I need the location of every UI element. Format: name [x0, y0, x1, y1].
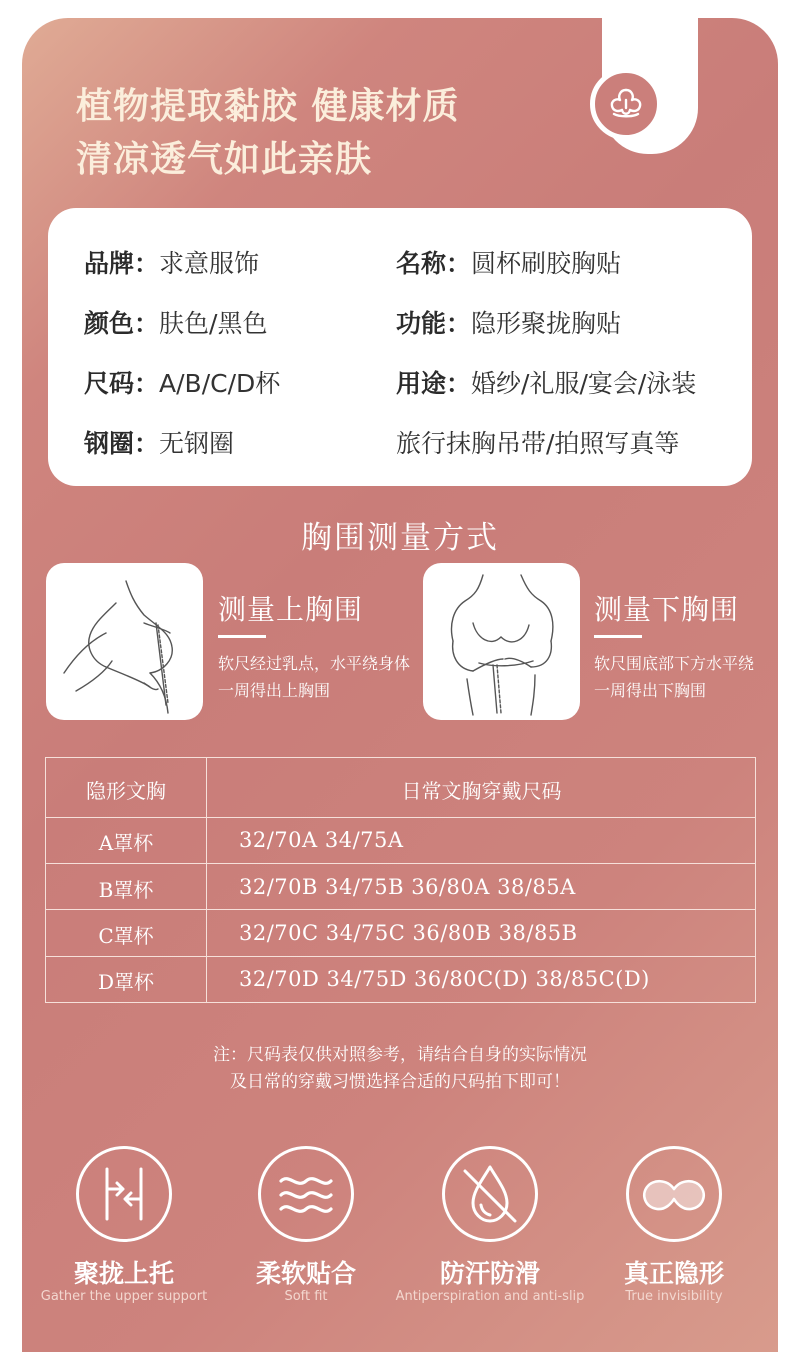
color-row: 颜色：肤色/黑色 [84, 309, 268, 338]
no-sweat-drop-icon [442, 1146, 538, 1242]
brand-row: 品牌：求意服饰 [84, 249, 260, 278]
lower-bust-title: 测量下胸围 [594, 593, 740, 626]
size-row: 尺码：A/B/C/D杯 [84, 369, 281, 398]
feature-subtitle: Gather the upper support [40, 1289, 208, 1304]
table-divider [46, 909, 755, 910]
size-note-line-2: 及日常的穿戴习惯选择合适的尺码拍下即可！ [230, 1072, 570, 1092]
feature-title: 防汗防滑 [439, 1259, 540, 1288]
name-row: 名称：圆杯刷胶胸贴 [396, 249, 622, 278]
table-cell-cup: A罩杯 [98, 831, 154, 855]
table-cell-sizes: 32/70C 34/75C 36/80B 38/85B [239, 921, 578, 945]
usage-row-continued: 旅行抹胸吊带/拍照写真等 [396, 429, 680, 458]
table-header-cup: 隐形文胸 [86, 779, 166, 803]
gather-arrows-icon [76, 1146, 172, 1242]
cotton-flower-icon [590, 68, 662, 140]
feature-title: 聚拢上托 [73, 1259, 174, 1288]
size-note-line-1: 注：尺码表仅供对照参考，请结合自身的实际情况 [213, 1045, 587, 1065]
upper-bust-description: 软尺经过乳点，水平绕身体一周得出上胸围 [218, 654, 411, 700]
invisible-bra-icon [626, 1146, 722, 1242]
table-divider [46, 956, 755, 957]
usage-row: 用途：婚纱/礼服/宴会/泳装 [396, 369, 697, 398]
headline-line-2: 清凉透气如此亲肤 [76, 139, 373, 180]
upper-bust-underline [218, 635, 266, 638]
function-row: 功能：隐形聚拢胸贴 [396, 309, 622, 338]
underwire-row: 钢圈：无钢圈 [84, 429, 235, 458]
upper-bust-title: 测量上胸围 [218, 593, 364, 626]
table-divider [46, 863, 755, 864]
feature-subtitle: True invisibility [625, 1289, 723, 1304]
soft-waves-icon [258, 1146, 354, 1242]
feature-title: 柔软贴合 [255, 1259, 356, 1288]
measure-section-title: 胸围测量方式 [301, 520, 499, 556]
table-cell-sizes: 32/70A 34/75A [239, 828, 404, 852]
lower-bust-description: 软尺围底部下方水平绕一周得出下胸围 [594, 654, 755, 700]
table-cell-sizes: 32/70D 34/75D 36/80C(D) 38/85C(D) [239, 967, 650, 991]
feature-subtitle: Antiperspiration and anti-slip [395, 1289, 585, 1304]
headline-line-1: 植物提取黏胶 健康材质 [76, 86, 460, 127]
table-cell-cup: D罩杯 [97, 970, 155, 994]
lower-bust-underline [594, 635, 642, 638]
table-cell-sizes: 32/70B 34/75B 36/80A 38/85A [239, 875, 576, 899]
table-cell-cup: C罩杯 [98, 924, 154, 948]
table-divider [46, 817, 755, 818]
table-header-sizes: 日常文胸穿戴尺码 [401, 779, 562, 803]
upper-bust-illustration [46, 563, 203, 720]
product-info-card [48, 208, 752, 486]
lower-bust-illustration [423, 563, 580, 720]
size-chart-table [45, 757, 756, 1003]
feature-title: 真正隐形 [623, 1259, 724, 1288]
table-cell-cup: B罩杯 [98, 878, 154, 902]
feature-subtitle: Soft fit [284, 1289, 328, 1304]
